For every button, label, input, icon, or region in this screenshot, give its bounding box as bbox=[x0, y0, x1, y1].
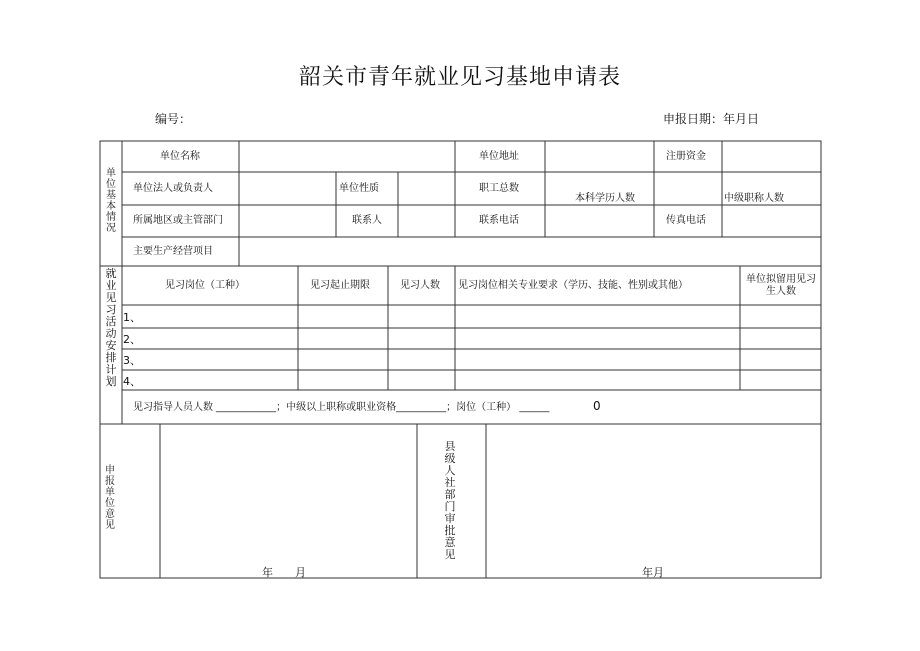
row-number: 1、 bbox=[123, 311, 141, 324]
page-title: 韶关市青年就业见习基地申请表 bbox=[298, 65, 621, 90]
label-phone: 联系电话 bbox=[479, 215, 519, 226]
county-date: 年月 bbox=[642, 566, 664, 579]
applicant-date: 年 月 bbox=[262, 566, 306, 579]
header-post: 见习岗位（工种） bbox=[165, 280, 245, 291]
header-count: 见习人数 bbox=[400, 280, 440, 291]
county-approval-label: 县级人社部门审批意见 bbox=[444, 440, 456, 561]
row-number: 2、 bbox=[123, 333, 141, 346]
form-number-label: 编号： bbox=[155, 112, 192, 126]
label-total-staff: 职工总数 bbox=[479, 183, 519, 194]
section-unit-info-label: 单位基本情况 bbox=[106, 168, 116, 234]
label-unit-address: 单位地址 bbox=[479, 151, 519, 162]
row-number: 3、 bbox=[123, 354, 141, 367]
label-district: 所属地区或主管部门 bbox=[133, 215, 223, 226]
label-legal-rep: 单位法人或负责人 bbox=[133, 183, 213, 194]
section-plan-label: 就业见习活动安排计划 bbox=[105, 267, 117, 388]
label-unit-name: 单位名称 bbox=[160, 151, 200, 162]
label-bachelor-count: 本科学历人数 bbox=[575, 193, 635, 204]
label-mid-title-count: 中级职称人数 bbox=[724, 193, 784, 204]
header-retain: 单位拟留用见习生人数 bbox=[746, 274, 816, 297]
label-main-business: 主要生产经营项目 bbox=[133, 246, 213, 257]
header-requirement: 见习岗位相关专业要求（学历、技能、性别或其他） bbox=[458, 280, 688, 291]
mentor-info-value: 0 bbox=[593, 399, 601, 413]
mentor-info-line: 见习指导人员人数 ____________；中级以上职称或职业资格__________；岗位（工种） ______ bbox=[133, 402, 550, 413]
row-number: 4、 bbox=[123, 375, 141, 388]
apply-date-label: 申报日期：年月日 bbox=[663, 112, 760, 126]
label-fax: 传真电话 bbox=[666, 215, 706, 226]
label-unit-nature: 单位性质 bbox=[339, 183, 379, 194]
header-period: 见习起止期限 bbox=[310, 280, 370, 291]
label-reg-capital: 注册资金 bbox=[666, 151, 706, 162]
label-contact: 联系人 bbox=[352, 215, 382, 226]
applicant-opinion-label: 申报单位意见 bbox=[105, 465, 115, 531]
